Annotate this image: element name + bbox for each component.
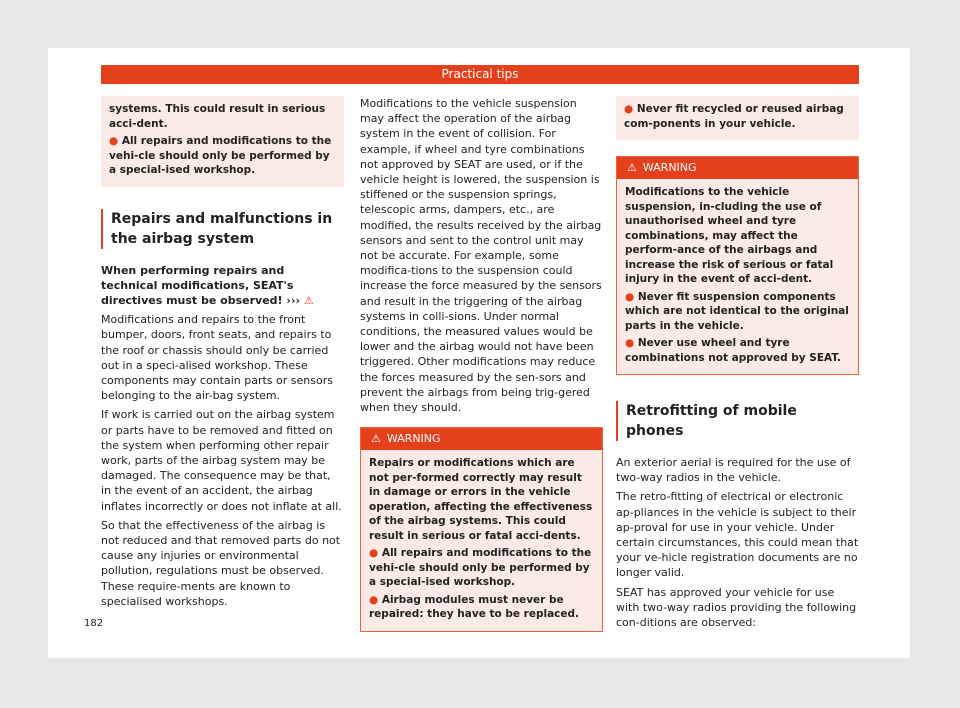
- column-1: [101, 96, 344, 613]
- warning-box: [360, 427, 603, 632]
- warning-body: [617, 179, 858, 374]
- chapter-header: Practical tips: [101, 65, 859, 84]
- paragraph: If work is carried out on the airbag system or parts have to be removed and fitted on the system when performing other repair work, parts of the airbag system may be damaged. The consequence may be that, in the event of an accident, the airbag inflates incorrectly or does not inflate at all.: [101, 408, 342, 513]
- warning-bullet: ● Airbag modules must never be repaired: they have to be replaced.: [369, 593, 579, 621]
- warning-bullet: ● All repairs and modifications to the vehi-cle should only be performed by a special-ised workshop.: [369, 547, 592, 589]
- warning-header: ⚠ WARNING: [617, 157, 858, 179]
- section-title: Repairs and malfunctions in the airbag system: [101, 209, 344, 249]
- warning-bullet: ● Never use wheel and tyre combinations not approved by SEAT.: [625, 337, 841, 364]
- warning-bullet: ● Never fit suspension components which are not identical to the original parts in the vehicle.: [625, 290, 849, 332]
- paragraph: SEAT has approved your vehicle for use with two-way radios providing the following con-ditions are observed:: [616, 585, 857, 630]
- box-bullet-item: ● Never fit recycled or reused airbag com-ponents in your vehicle.: [624, 103, 844, 130]
- cross-reference-link[interactable]: ›››: [286, 293, 301, 307]
- paragraph: So that the effectiveness of the airbag is not reduced and that removed parts do not cause any injuries or environmental pollution, regulations must be observed. These require-ments are known to specialised workshops.: [101, 518, 341, 608]
- bullet-icon: ●: [625, 290, 638, 303]
- paragraph: Modifications and repairs to the front bumper, doors, front seats, and repairs to the roof or chassis should only be carried out in a speci-alised workshop. These components may contain parts or sensors belonging to the air-bag system.: [101, 313, 333, 403]
- intro-text: When performing repairs and technical modifications, SEAT's directives must be observed! ››› ⚠: [101, 263, 314, 307]
- bullet-icon: ●: [624, 103, 637, 115]
- warning-triangle-icon: ⚠: [627, 161, 637, 174]
- paragraph: An exterior aerial is required for the use of two-way radios in the vehicle.: [616, 456, 851, 485]
- bullet-icon: ●: [109, 135, 122, 147]
- box-text: systems. This could result in serious acci-dent.: [109, 103, 326, 130]
- warning-triangle-icon: ⚠: [371, 432, 381, 446]
- column-2: [360, 96, 603, 632]
- warning-text: Repairs or modifications which are not per-formed correctly may result in damage or errors in the vehicle operation, affecting the effectiveness of the airbag systems. This could result in serious or fatal acci-dents.: [369, 457, 593, 542]
- bullet-icon: ●: [369, 547, 382, 560]
- paragraph: Modifications to the vehicle suspension may affect the operation of the airbag system in the event of collision. For example, if wheel and tyre combinations not approved by SEAT are used, or if the vehicle height is lowered, the suspension is stiffened or the suspension springs, telescopic arms, dampers, etc., are modified, the results received by the airbag sensors and sent to the control unit may not be accurate. For example, some modifica-tions to the suspension could increase the force measured by the sensors and result in the triggering of the airbag systems in colli-sions. Under normal conditions, the measured values would be lower and the airbag would not have been triggered. Other modifications may reduce the forces measured by the sen-sors and prevent the airbags from being trig-gered when they should.: [360, 97, 602, 415]
- box-bullet-item: ● All repairs and modifications to the vehi-cle should only be performed by a special-ised workshop.: [109, 135, 332, 176]
- page-number: 182: [84, 618, 104, 629]
- bullet-icon: ●: [369, 593, 382, 606]
- column-3: [616, 96, 859, 634]
- warning-body: [361, 450, 602, 631]
- paragraph: The retro-fitting of electrical or electronic ap-pliances in the vehicle is subject to their ap-proval for use in your vehicle. Under certain circumstances, this could mean that your ve-hicle registration documents are no longer valid.: [616, 490, 859, 580]
- bullet-icon: ●: [625, 337, 638, 349]
- warning-box: [616, 156, 859, 375]
- warning-text: Modifications to the vehicle suspension, in-cluding the use of unauthorised wheel and tyre combinations, may affect the perform-ance of the airbags and increase the risk of serious or fatal injury in the event of acci-dent.: [625, 186, 834, 285]
- warning-triangle-icon: ⚠: [303, 293, 314, 307]
- section-title: Retrofitting of mobile phones: [616, 401, 859, 441]
- continued-warning-box: [616, 96, 859, 140]
- continued-warning-box: [101, 96, 344, 187]
- warning-header: ⚠ WARNING: [361, 428, 602, 450]
